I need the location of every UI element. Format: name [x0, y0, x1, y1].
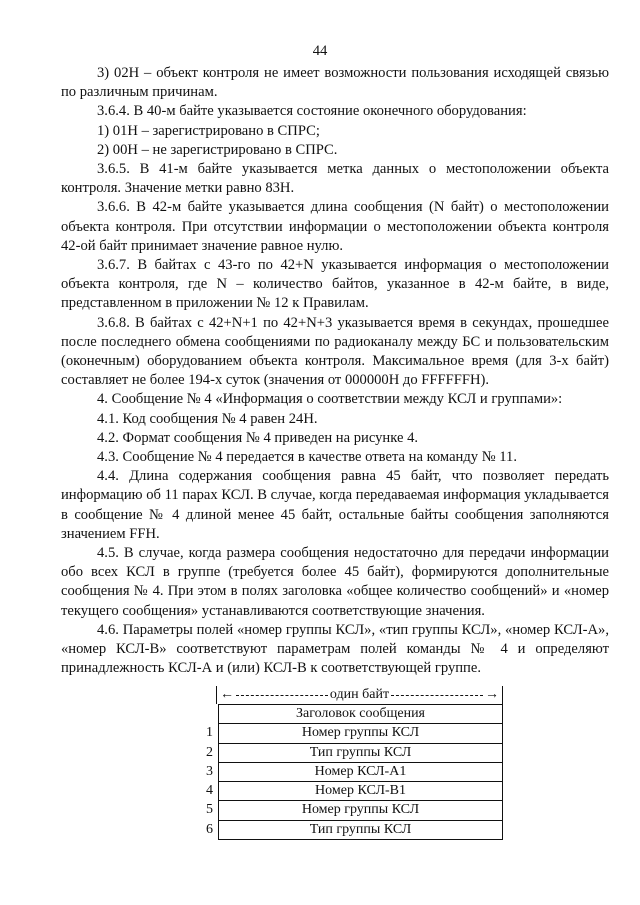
row-number: 4	[206, 783, 213, 799]
byte-width-label: один байт	[329, 687, 390, 703]
arrow-right-icon: →	[485, 687, 499, 703]
row-number: 3	[206, 763, 213, 779]
paragraph: 3.6.8. В байтах с 42+N+1 по 42+N+3 указывается время в секундах, прошедшее после последнего обмена сообщениями по радиоканалу между БС и пользовательским (оконечным) оборудованием объекта контроля. Максимальное время (для 3-х байт) составляет не более 194-х суток (значения от 000000H до FFFFFFH).	[61, 314, 609, 389]
row-number: 2	[206, 744, 213, 760]
list-item: 2) 00H – не зарегистрировано в СПРС.	[97, 141, 338, 158]
paragraph: 3.6.6. В 42-м байте указывается длина сообщения (N байт) о местоположении объекта контроля. При отсутствии информации о местоположении объекта контроля 42-ой байт принимает значение равное нулю.	[61, 199, 609, 254]
dashed-line	[236, 695, 328, 696]
dashed-line	[391, 695, 483, 696]
paragraph: 4.3. Сообщение № 4 передается в качестве ответа на команду № 11.	[97, 449, 517, 466]
page-number: 44	[312, 43, 328, 59]
paragraph: 3.6.7. В байтах с 43-го по 42+N указывается информация о местоположении объекта контроля, где N – количество байтов, указанное в 42-м байте, в виде, представленном в приложении № 12 к Правилам.	[61, 257, 609, 312]
paragraph: 4.2. Формат сообщения № 4 приведен на рисунке 4.	[97, 429, 419, 446]
arrow-left-icon: ←	[220, 687, 234, 703]
message-format-figure	[183, 686, 503, 840]
table-cell: Номер КСЛ-В1	[219, 782, 503, 801]
message-format-table	[183, 704, 503, 840]
table-row	[183, 743, 503, 762]
table-row	[183, 782, 503, 801]
table-cell: Номер группы КСЛ	[219, 801, 503, 820]
table-row	[183, 724, 503, 743]
table-cell: Тип группы КСЛ	[219, 743, 503, 762]
table-row	[183, 801, 503, 820]
table-row	[183, 762, 503, 781]
document-body	[61, 64, 609, 679]
section-heading: 4. Сообщение № 4 «Информация о соответствии между КСЛ и группами»:	[97, 391, 563, 408]
byte-width-indicator	[216, 686, 503, 704]
paragraph: 3.6.5. В 41-м байте указывается метка данных о местоположении объекта контроля. Значение метки равно 83H.	[61, 161, 609, 197]
row-number: 1	[206, 725, 213, 741]
list-item: 1) 01H – зарегистрировано в СПРС;	[97, 122, 320, 139]
row-number: 5	[206, 802, 213, 818]
table-cell: Номер группы КСЛ	[219, 724, 503, 743]
table-row	[183, 820, 503, 839]
paragraph: 4.6. Параметры полей «номер группы КСЛ», «тип группы КСЛ», «номер КСЛ-А», «номер КСЛ-В» соответствуют параметрам полей команды № 4 и определяют принадлежность КСЛ-А и (или) КСЛ-В к соответствующей группе.	[61, 621, 609, 677]
table-row	[183, 705, 503, 724]
table-cell: Тип группы КСЛ	[219, 820, 503, 839]
paragraph: 4.4. Длина содержания сообщения равна 45 байт, что позволяет передать информацию об 11 парах КСЛ. В случае, когда передаваемая информация укладывается в сообщение № 4 длиной менее 45 байт, остальные байты сообщения заполняются значением FFH.	[61, 468, 609, 542]
paragraph: 4.5. В случае, когда размера сообщения недостаточно для передачи информации обо всех КСЛ в группе (требуется более 45 байт), формируются дополнительные сообщения № 4. При этом в полях заголовка «общее количество сообщений» и «номер текущего сообщения» устанавливаются соответствующие значения.	[61, 545, 609, 619]
paragraph: 3.6.4. В 40-м байте указывается состояние оконечного оборудования:	[97, 103, 527, 120]
paragraph: 4.1. Код сообщения № 4 равен 24H.	[97, 410, 318, 427]
table-cell: Номер КСЛ-А1	[219, 762, 503, 781]
row-number: 6	[206, 821, 213, 837]
table-header-cell: Заголовок сообщения	[219, 705, 503, 724]
paragraph: 3) 02H – объект контроля не имеет возможности пользования исходящей связью по различным причинам.	[61, 65, 609, 101]
